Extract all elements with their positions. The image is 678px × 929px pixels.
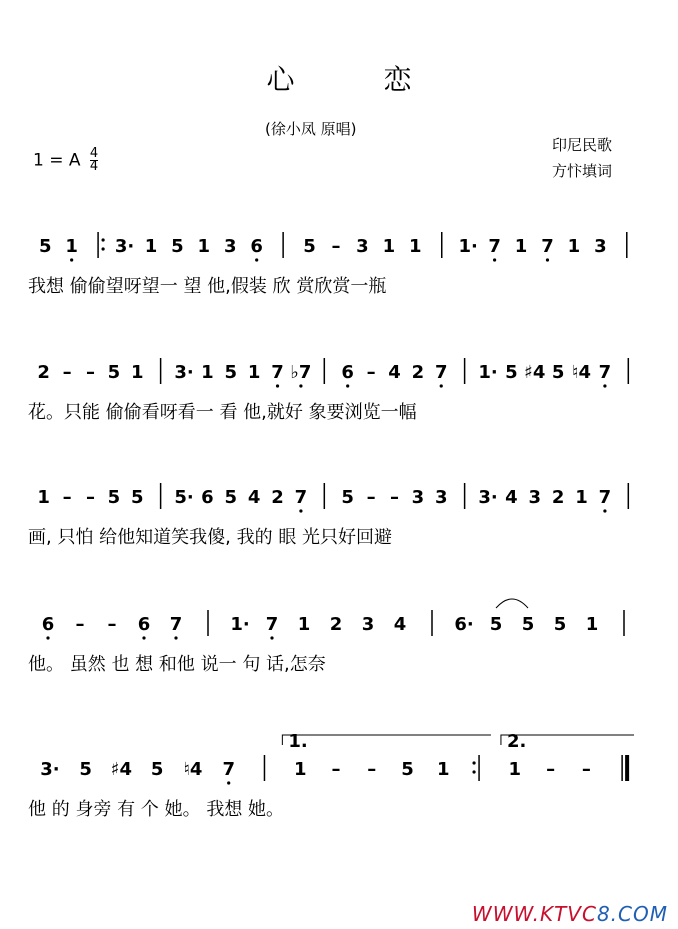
note: 7 xyxy=(265,614,279,635)
note: 3 xyxy=(223,236,237,257)
note: 1 xyxy=(437,759,450,780)
note: 5 xyxy=(38,236,52,257)
note: – xyxy=(389,487,399,508)
note: – xyxy=(546,759,556,780)
music-credit: 印尼民歌 xyxy=(552,136,613,154)
note: 5 xyxy=(224,362,238,383)
note: 1 xyxy=(409,236,422,257)
note: ♯4 xyxy=(110,759,133,780)
note: – xyxy=(366,362,376,383)
note: 7 xyxy=(541,236,554,257)
note: – xyxy=(62,487,72,508)
note: 1 xyxy=(197,236,211,257)
lyric-line-1: 我想 偷偷望呀望一 望 他,假装 欣 赏欣赏一瓶 xyxy=(28,276,387,297)
note: 1 xyxy=(297,614,311,635)
note: 1 xyxy=(575,487,588,508)
note: 7 xyxy=(222,759,235,780)
note: 1 xyxy=(201,362,214,383)
note: 6 xyxy=(41,614,55,635)
repeat-dot xyxy=(101,238,104,241)
note: 2 xyxy=(329,614,343,635)
note: 5 xyxy=(171,236,184,257)
octave-dot xyxy=(46,636,49,639)
note: – xyxy=(107,614,117,635)
note: 5 xyxy=(551,362,565,383)
song-title: 心 恋 xyxy=(266,63,452,96)
note: 1 xyxy=(293,759,307,780)
note: 3 xyxy=(361,614,375,635)
note: 7 xyxy=(598,487,612,508)
note: 1· xyxy=(230,614,250,635)
note: 3· xyxy=(478,487,498,508)
note: 7 xyxy=(434,362,448,383)
note: 6 xyxy=(137,614,151,635)
note: 1 xyxy=(567,236,581,257)
octave-dot xyxy=(299,509,302,512)
note: 1 xyxy=(37,487,50,508)
original-singer: (徐小凤 原唱) xyxy=(265,120,357,138)
note: 5 xyxy=(150,759,164,780)
note: 6 xyxy=(201,487,214,508)
octave-dot xyxy=(270,636,273,639)
volta-label-2: 2. xyxy=(506,731,527,752)
note: 7 xyxy=(169,614,183,635)
note: 3 xyxy=(528,487,542,508)
octave-dot xyxy=(346,384,349,387)
note: 5 xyxy=(505,362,518,383)
note: 2 xyxy=(551,487,565,508)
note: 1· xyxy=(458,236,478,257)
note: 4 xyxy=(247,487,261,508)
octave-dot xyxy=(174,636,177,639)
octave-dot xyxy=(603,509,606,512)
note: 2 xyxy=(411,362,425,383)
note: 4 xyxy=(388,362,401,383)
note: 5 xyxy=(553,614,567,635)
note: 4 xyxy=(505,487,518,508)
volta-bracket-1 xyxy=(282,735,491,745)
note: 3 xyxy=(356,236,369,257)
note: 5 xyxy=(79,759,92,780)
note: 7 xyxy=(271,362,284,383)
note: 1· xyxy=(478,362,498,383)
note: 5 xyxy=(130,487,144,508)
time-signature-bottom: 4 xyxy=(89,159,99,174)
octave-dot xyxy=(227,781,230,784)
note: 5 xyxy=(107,487,121,508)
note: 1 xyxy=(144,236,158,257)
octave-dot xyxy=(70,258,73,261)
slur xyxy=(496,599,528,608)
note: 1 xyxy=(585,614,599,635)
note: ♭7 xyxy=(290,362,312,383)
octave-dot xyxy=(603,384,606,387)
note: 7 xyxy=(294,487,308,508)
note: 3 xyxy=(594,236,607,257)
note: 5 xyxy=(341,487,354,508)
note: – xyxy=(367,759,377,780)
note: 3· xyxy=(40,759,60,780)
note: 1 xyxy=(65,236,78,257)
note: 1 xyxy=(130,362,144,383)
lyrics-credit: 方忭填词 xyxy=(552,162,613,180)
key-label: 1 = A xyxy=(33,150,81,171)
lyric-line-3: 画, 只怕 给他知道笑我傻, 我的 眼 光只好回避 xyxy=(28,527,393,548)
watermark-prefix: WWW.KTVC xyxy=(471,902,597,926)
note: 5 xyxy=(224,487,238,508)
note: – xyxy=(581,759,591,780)
note: 6 xyxy=(250,236,263,257)
note: 5 xyxy=(489,614,503,635)
note: 7 xyxy=(598,362,612,383)
note: 2 xyxy=(37,362,50,383)
repeat-dot xyxy=(101,247,104,250)
note: 5 xyxy=(401,759,414,780)
note: – xyxy=(75,614,85,635)
note: 3 xyxy=(411,487,425,508)
note: 1 xyxy=(508,759,522,780)
note: 5· xyxy=(174,487,194,508)
lyric-line-4: 他。 虽然 也 想 和他 说一 句 话,怎奈 xyxy=(28,654,326,675)
note: – xyxy=(85,487,95,508)
repeat-dot xyxy=(472,770,475,773)
octave-dot xyxy=(299,384,302,387)
note: 5 xyxy=(107,362,121,383)
site-watermark xyxy=(472,902,668,926)
octave-dot xyxy=(493,258,496,261)
note: 1 xyxy=(382,236,396,257)
note: – xyxy=(331,759,341,780)
note: – xyxy=(85,362,95,383)
note: 5 xyxy=(303,236,316,257)
octave-dot xyxy=(440,384,443,387)
watermark-domain: 8.COM xyxy=(596,902,668,926)
note: 3 xyxy=(434,487,448,508)
note: ♮4 xyxy=(572,362,592,383)
lyric-line-5: 他 的 身旁 有 个 她。 我想 她。 xyxy=(28,799,285,820)
note: – xyxy=(62,362,72,383)
octave-dot xyxy=(546,258,549,261)
note: 1 xyxy=(514,236,528,257)
repeat-dot xyxy=(472,761,475,764)
note: 7 xyxy=(488,236,501,257)
octave-dot xyxy=(255,258,258,261)
note: 3· xyxy=(174,362,194,383)
volta-label-1: 1. xyxy=(288,731,308,752)
note: – xyxy=(331,236,341,257)
note: – xyxy=(366,487,376,508)
octave-dot xyxy=(142,636,145,639)
note: 1 xyxy=(247,362,261,383)
note: 6 xyxy=(341,362,354,383)
note: 3· xyxy=(114,236,135,257)
time-signature-top: 4 xyxy=(89,146,99,161)
note: 2 xyxy=(271,487,284,508)
note: 4 xyxy=(393,614,407,635)
note: ♮4 xyxy=(183,759,203,780)
note: ♯4 xyxy=(524,362,546,383)
octave-dot xyxy=(276,384,279,387)
note: 6· xyxy=(454,614,474,635)
note: 5 xyxy=(521,614,535,635)
lyric-line-2: 花。只能 偷偷看呀看一 看 他,就好 象要浏览一幅 xyxy=(28,402,417,423)
